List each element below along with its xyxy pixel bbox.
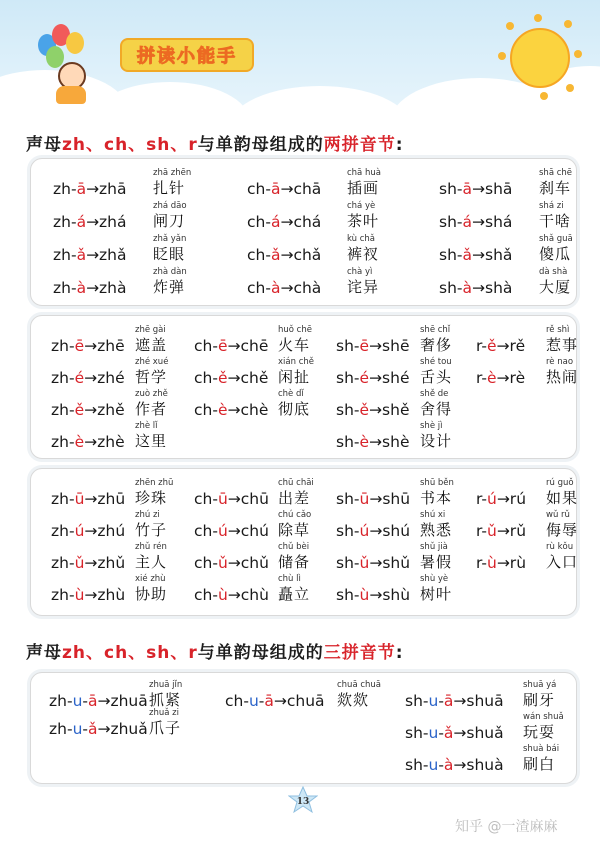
word-pinyin: xié zhù xyxy=(135,574,166,584)
word-hanzi: 侮辱 xyxy=(546,521,579,539)
word-pinyin: rě shì xyxy=(546,325,570,335)
example-word xyxy=(278,356,314,386)
word-pinyin: zhǎ yǎn xyxy=(153,234,187,244)
example-word xyxy=(420,388,452,418)
pinyin-spelling: zh-ē→zhē xyxy=(51,337,125,355)
word-pinyin: rè nao xyxy=(546,357,574,367)
word-pinyin: zhēn zhū xyxy=(135,478,174,488)
word-pinyin: shǔ jià xyxy=(420,542,448,552)
word-hanzi: 炸弹 xyxy=(153,278,186,296)
word-hanzi: 爪子 xyxy=(149,719,182,737)
word-pinyin: shū běn xyxy=(420,478,454,488)
example-word xyxy=(420,541,452,571)
example-word xyxy=(539,167,572,197)
word-pinyin: dà shà xyxy=(539,267,568,277)
pinyin-spelling: zh-ū→zhū xyxy=(51,490,126,508)
section-heading-two-spell: 声母zh、ch、sh、r与单韵母组成的两拼音节: xyxy=(26,135,404,155)
word-pinyin: chā huà xyxy=(347,168,381,178)
pinyin-spelling: zh-ǔ→zhǔ xyxy=(51,554,126,572)
example-word xyxy=(546,324,578,354)
word-pinyin: chú cǎo xyxy=(278,510,312,520)
pinyin-spelling: ch-à→chà xyxy=(247,279,322,297)
example-word xyxy=(278,509,311,539)
example-word xyxy=(135,573,167,603)
word-pinyin: zhè lǐ xyxy=(135,421,158,431)
word-pinyin: xián chě xyxy=(278,357,314,367)
word-hanzi: 刹车 xyxy=(539,179,572,197)
word-hanzi: 傻瓜 xyxy=(539,245,572,263)
word-hanzi: 书本 xyxy=(420,489,453,507)
word-hanzi: 刷牙 xyxy=(523,691,556,709)
word-hanzi: 舌头 xyxy=(420,368,453,386)
example-word xyxy=(135,356,168,386)
example-word xyxy=(278,477,314,507)
example-word xyxy=(420,324,452,354)
word-pinyin: chà yì xyxy=(347,267,373,277)
balloon-icon xyxy=(66,32,84,54)
word-hanzi: 除草 xyxy=(278,521,311,539)
word-hanzi: 熟悉 xyxy=(420,521,453,539)
pinyin-spelling: sh-u-ā→shuā xyxy=(405,692,504,710)
example-word xyxy=(347,266,379,296)
banner-title: 拼读小能手 xyxy=(137,46,237,67)
sun-icon xyxy=(510,28,570,88)
pinyin-spelling: sh-ǎ→shǎ xyxy=(439,246,513,264)
word-pinyin: zhuā jǐn xyxy=(149,680,183,690)
word-pinyin: zhé xué xyxy=(135,357,169,367)
pinyin-spelling: r-ù→rù xyxy=(476,554,527,572)
pinyin-spelling: sh-à→shà xyxy=(439,279,513,297)
example-word xyxy=(347,167,381,197)
banner xyxy=(120,38,254,72)
word-pinyin: shuā yá xyxy=(523,680,557,690)
section-heading-three-spell: 声母zh、ch、sh、r与单韵母组成的三拼音节: xyxy=(26,643,404,663)
example-word xyxy=(546,541,578,571)
word-hanzi: 火车 xyxy=(278,336,311,354)
header-illustration xyxy=(0,0,600,118)
pinyin-spelling: zh-u-ǎ→zhuǎ xyxy=(49,720,148,738)
word-pinyin: zhǔ rén xyxy=(135,542,167,552)
word-pinyin: chuā chuā xyxy=(337,680,382,690)
word-hanzi: 玩耍 xyxy=(523,723,556,741)
example-word xyxy=(278,324,312,354)
example-word xyxy=(278,541,310,571)
word-hanzi: 刷白 xyxy=(523,755,556,773)
word-pinyin: chè dǐ xyxy=(278,389,304,399)
word-hanzi: 惹事 xyxy=(546,336,579,354)
example-word xyxy=(135,509,167,539)
panel-b xyxy=(30,315,577,459)
word-pinyin: rú guǒ xyxy=(546,478,574,488)
word-pinyin: rù kǒu xyxy=(546,542,574,552)
word-hanzi: 储备 xyxy=(278,553,311,571)
word-pinyin: shè jì xyxy=(420,421,443,431)
example-word xyxy=(153,200,187,230)
pinyin-spelling: sh-é→shé xyxy=(336,369,410,387)
pinyin-spelling: zh-à→zhà xyxy=(53,279,127,297)
balloon-icon xyxy=(46,46,64,68)
example-word xyxy=(135,420,167,450)
word-hanzi: 协助 xyxy=(135,585,168,603)
word-hanzi: 作者 xyxy=(135,400,168,418)
example-word xyxy=(347,233,379,263)
example-word xyxy=(135,324,167,354)
pinyin-spelling: ch-u-ā→chuā xyxy=(225,692,325,710)
pinyin-spelling: ch-ǔ→chǔ xyxy=(194,554,269,572)
word-hanzi: 如果 xyxy=(546,489,579,507)
word-pinyin: shé tou xyxy=(420,357,452,367)
word-hanzi: 彻底 xyxy=(278,400,311,418)
word-pinyin: shǎ guā xyxy=(539,234,573,244)
pinyin-spelling: sh-ù→shù xyxy=(336,586,411,604)
word-pinyin: zhē gài xyxy=(135,325,166,335)
example-word xyxy=(539,233,573,263)
word-pinyin: shá zi xyxy=(539,201,564,211)
pinyin-spelling: ch-ù→chù xyxy=(194,586,269,604)
word-pinyin: zhá dāo xyxy=(153,201,187,211)
word-pinyin: zhà dàn xyxy=(153,267,187,277)
word-hanzi: 遮盖 xyxy=(135,336,168,354)
word-hanzi: 暑假 xyxy=(420,553,453,571)
example-word xyxy=(153,266,187,296)
word-pinyin: shù yè xyxy=(420,574,449,584)
word-pinyin: zhuǎ zi xyxy=(149,708,179,718)
example-word xyxy=(539,200,571,230)
pinyin-spelling: sh-u-à→shuà xyxy=(405,756,504,774)
example-word xyxy=(420,420,452,450)
pinyin-spelling: zh-ú→zhú xyxy=(51,522,126,540)
word-pinyin: zhā zhēn xyxy=(153,168,192,178)
pinyin-spelling: r-è→rè xyxy=(476,369,526,387)
pinyin-spelling: zh-á→zhá xyxy=(53,213,127,231)
word-hanzi: 设计 xyxy=(420,432,453,450)
word-pinyin: huǒ chē xyxy=(278,325,312,335)
pinyin-spelling: zh-ā→zhā xyxy=(53,180,127,198)
pinyin-spelling: ch-ě→chě xyxy=(194,369,269,387)
panel-a xyxy=(30,158,577,306)
word-hanzi: 入口 xyxy=(546,553,579,571)
word-pinyin: shuà bái xyxy=(523,744,560,754)
word-hanzi: 主人 xyxy=(135,553,168,571)
word-hanzi: 干啥 xyxy=(539,212,572,230)
pinyin-spelling: ch-ā→chā xyxy=(247,180,322,198)
pinyin-spelling: zh-u-ā→zhuā xyxy=(49,692,148,710)
pinyin-spelling: zh-ù→zhù xyxy=(51,586,126,604)
pinyin-spelling: zh-è→zhè xyxy=(51,433,125,451)
pinyin-spelling: r-ě→rě xyxy=(476,337,526,355)
example-word xyxy=(523,743,559,773)
pinyin-spelling: sh-ē→shē xyxy=(336,337,410,355)
page-number: 13 xyxy=(296,797,310,807)
example-word xyxy=(420,509,452,539)
example-word xyxy=(420,477,454,507)
example-word xyxy=(337,679,381,709)
example-word xyxy=(420,356,452,386)
word-hanzi: 茶叶 xyxy=(347,212,380,230)
example-word xyxy=(539,266,571,296)
word-hanzi: 扎针 xyxy=(153,179,186,197)
pinyin-spelling: r-ú→rú xyxy=(476,490,527,508)
pinyin-spelling: sh-á→shá xyxy=(439,213,513,231)
pinyin-spelling: ch-è→chè xyxy=(194,401,269,419)
word-hanzi: 奢侈 xyxy=(420,336,453,354)
word-pinyin: chū chāi xyxy=(278,478,314,488)
example-word xyxy=(149,707,181,737)
word-pinyin: kù chǎ xyxy=(347,234,376,244)
example-word xyxy=(420,573,452,603)
example-word xyxy=(278,388,310,418)
page-number-star xyxy=(288,786,318,814)
word-hanzi: 眨眼 xyxy=(153,245,186,263)
pinyin-spelling: sh-è→shè xyxy=(336,433,410,451)
word-pinyin: zhú zi xyxy=(135,510,160,520)
word-hanzi: 诧异 xyxy=(347,278,380,296)
word-pinyin: wǔ rǔ xyxy=(546,510,570,520)
word-hanzi: 竹子 xyxy=(135,521,168,539)
example-word xyxy=(546,477,578,507)
pinyin-spelling: r-ǔ→rǔ xyxy=(476,522,527,540)
watermark: 知乎 @一渣麻麻 xyxy=(455,819,558,835)
word-hanzi: 抓紧 xyxy=(149,691,182,709)
example-word xyxy=(347,200,379,230)
word-hanzi: 这里 xyxy=(135,432,168,450)
word-hanzi: 舍得 xyxy=(420,400,453,418)
word-pinyin: shě de xyxy=(420,389,449,399)
example-word xyxy=(546,356,578,386)
pinyin-spelling: ch-ú→chú xyxy=(194,522,269,540)
word-hanzi: 插画 xyxy=(347,179,380,197)
panel-d xyxy=(30,672,577,784)
word-hanzi: 闸刀 xyxy=(153,212,186,230)
example-word xyxy=(153,167,191,197)
word-pinyin: shā chē xyxy=(539,168,573,178)
word-pinyin: wán shuǎ xyxy=(523,712,564,722)
word-pinyin: shē chǐ xyxy=(420,325,451,335)
pinyin-spelling: ch-ē→chē xyxy=(194,337,269,355)
word-pinyin: chá yè xyxy=(347,201,376,211)
word-hanzi: 大厦 xyxy=(539,278,572,296)
word-hanzi: 哲学 xyxy=(135,368,168,386)
example-word xyxy=(523,711,564,741)
pinyin-spelling: ch-ǎ→chǎ xyxy=(247,246,322,264)
word-hanzi: 出差 xyxy=(278,489,311,507)
pinyin-spelling: sh-ú→shú xyxy=(336,522,411,540)
word-pinyin: zuò zhě xyxy=(135,389,168,399)
pinyin-spelling: ch-ū→chū xyxy=(194,490,269,508)
pinyin-spelling: sh-ǔ→shǔ xyxy=(336,554,411,572)
example-word xyxy=(135,541,167,571)
word-hanzi: 闲扯 xyxy=(278,368,311,386)
word-hanzi: 欻欻 xyxy=(337,691,370,709)
pinyin-spelling: zh-ǎ→zhǎ xyxy=(53,246,127,264)
word-pinyin: chǔ bèi xyxy=(278,542,310,552)
pinyin-spelling: zh-ě→zhě xyxy=(51,401,125,419)
pinyin-spelling: ch-á→chá xyxy=(247,213,322,231)
word-hanzi: 珍珠 xyxy=(135,489,168,507)
word-hanzi: 热闹 xyxy=(546,368,579,386)
example-word xyxy=(546,509,578,539)
panel-c xyxy=(30,468,577,616)
word-pinyin: shú xi xyxy=(420,510,446,520)
pinyin-spelling: sh-ū→shū xyxy=(336,490,411,508)
girl-dress-icon xyxy=(56,86,86,104)
pinyin-spelling: sh-ě→shě xyxy=(336,401,410,419)
word-hanzi: 矗立 xyxy=(278,585,311,603)
word-hanzi: 树叶 xyxy=(420,585,453,603)
pinyin-spelling: zh-é→zhé xyxy=(51,369,125,387)
pinyin-spelling: sh-u-ǎ→shuǎ xyxy=(405,724,504,742)
example-word xyxy=(278,573,310,603)
example-word xyxy=(135,477,173,507)
word-hanzi: 裤衩 xyxy=(347,245,380,263)
example-word xyxy=(153,233,186,263)
word-pinyin: chù lì xyxy=(278,574,301,584)
example-word xyxy=(523,679,556,709)
example-word xyxy=(149,679,182,709)
pinyin-spelling: sh-ā→shā xyxy=(439,180,513,198)
example-word xyxy=(135,388,168,418)
